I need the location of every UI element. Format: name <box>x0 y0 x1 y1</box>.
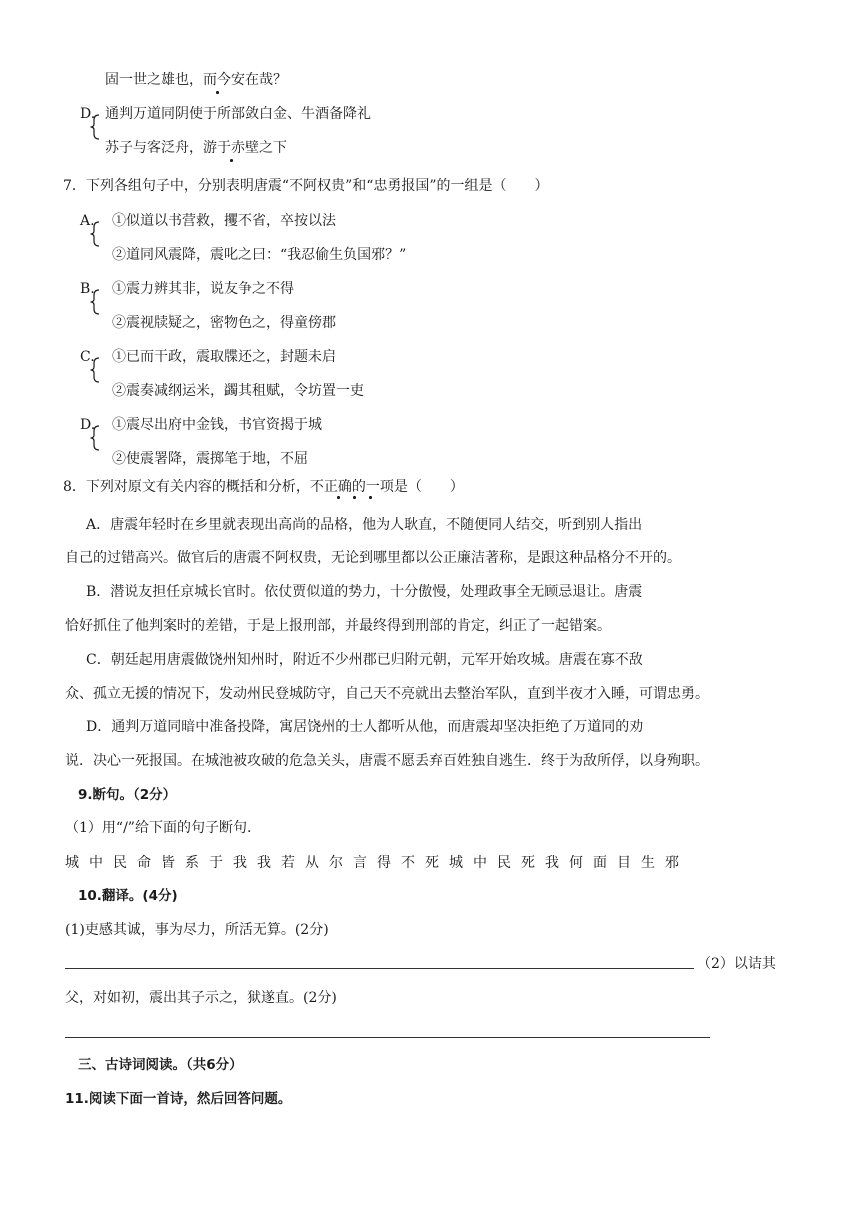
q9-sentence <box>65 853 689 873</box>
sentence-char: 命 <box>137 855 151 871</box>
q6-option-c-line2: 固一世之雄也，而今安在哉？ <box>105 72 287 88</box>
q11-stem: 11.阅读下面一首诗，然后回答问题。 <box>65 1091 292 1107</box>
q8-option-a-line2: 自己的过错高兴。做官后的唐震不阿权贵，无论到哪里都以公正廉洁著称，是跟这种品格分不开的。 <box>65 550 681 566</box>
q7-option-line1: ①似道以书营救，攫不省，卒按以法 <box>112 213 336 229</box>
sentence-char: 中 <box>89 855 103 871</box>
sentence-char: 面 <box>593 855 607 871</box>
q7-option-letter: D. <box>80 417 96 433</box>
q8-option-c-line2: 众、孤立无援的情况下，发动州民登城防守，自己天不亮就出去整治军队，直到半夜才入睡，可谓忠勇。 <box>65 686 709 702</box>
q10-sentence-2-head: （2）以诘其 <box>697 956 776 972</box>
q7-option-letter: C. <box>80 349 95 365</box>
emphasis-dot <box>230 159 233 162</box>
sentence-char: 若 <box>281 855 295 871</box>
q7-option-line2: ②道同风震降，震叱之曰：“我忍偷生负国邪？” <box>112 247 407 263</box>
q7-option-letter: A. <box>80 213 95 229</box>
q7-option-line2: ②震奏减纲运米，蠲其租赋，令坊置一吏 <box>112 383 364 399</box>
q8-option-b-line1: B．潜说友担任京城长官时。依仗贾似道的势力，十分傲慢，处理政事全无顾忌退让。唐震 <box>86 584 643 600</box>
sentence-char: 皆 <box>161 855 175 871</box>
q8-option-c-line1: C．朝廷起用唐震做饶州知州时，附近不少州郡已归附元朝，元军开始攻城。唐震在寡不敌 <box>86 652 643 668</box>
answer-line-2[interactable] <box>65 1037 710 1038</box>
emphasis-dot <box>337 496 340 499</box>
sentence-char: 死 <box>425 855 439 871</box>
brace-icon <box>90 357 100 383</box>
q7-option-line1: ①震力辨其非，说友争之不得 <box>112 281 294 297</box>
brace-icon <box>90 221 100 247</box>
sentence-char: 不 <box>401 855 415 871</box>
sentence-char: 尔 <box>329 855 343 871</box>
q6-option-d-line2: 苏子与客泛舟，游于赤壁之下 <box>105 140 287 156</box>
q7-option-line2: ②使震署降，震掷笔于地，不屈 <box>112 451 308 467</box>
q8-option-b-line2: 恰好抓住了他判案时的差错，于是上报刑部，并最终得到刑部的肯定，纠正了一起错案。 <box>65 618 611 634</box>
sentence-char: 目 <box>617 855 631 871</box>
sentence-char: 我 <box>257 855 271 871</box>
brace-icon <box>90 289 100 315</box>
q7-stem: 7．下列各组句子中，分别表明唐震“不阿权贵”和“忠勇报国”的一组是（ ） <box>63 178 549 194</box>
q10-sentence-2-tail: 父，对如初，震出其子示之，狱遂直。(2分) <box>65 990 337 1006</box>
section-3-title: 三、古诗词阅读。（共6分） <box>78 1057 243 1073</box>
sentence-char: 得 <box>377 855 391 871</box>
q10-sentence-1: (1)吏感其诚，事为尽力，所活无算。(2分) <box>65 922 329 938</box>
brace-icon <box>90 425 100 451</box>
sentence-char: 民 <box>113 855 127 871</box>
q8-stem: 8．下列对原文有关内容的概括和分析，不正确的一项是（ ） <box>63 479 464 495</box>
sentence-char: 民 <box>497 855 511 871</box>
sentence-char: 中 <box>473 855 487 871</box>
brace-icon <box>90 114 100 140</box>
emphasis-dot <box>353 496 356 499</box>
q10-title: 10.翻译。(4分) <box>78 888 178 904</box>
q6-option-d-letter: D. <box>80 106 96 122</box>
q9-title: 9.断句。（2分） <box>78 787 177 803</box>
answer-line-1[interactable] <box>65 968 694 969</box>
sentence-char: 何 <box>569 855 583 871</box>
q7-option-line1: ①震尽出府中金钱，书官资揭于城 <box>112 417 322 433</box>
q8-option-a-line1: A．唐震年轻时在乡里就表现出高尚的品格，他为人耿直，不随便同人结交，听到别人指出 <box>86 517 643 533</box>
q7-option-line1: ①已而干政，震取牒还之，封题未启 <box>112 349 336 365</box>
emphasis-dot <box>216 91 219 94</box>
emphasis-dot <box>369 496 372 499</box>
q7-option-line2: ②震视牍疑之，密物色之，得童傍郡 <box>112 315 336 331</box>
sentence-char: 于 <box>209 855 223 871</box>
sentence-char: 生 <box>641 855 655 871</box>
q8-option-d-line1: D．通判万道同暗中准备投降，寓居饶州的士人都听从他，而唐震却坚决拒绝了万道同的劝 <box>86 719 644 735</box>
q7-option-letter: B. <box>80 281 95 297</box>
sentence-char: 从 <box>305 855 319 871</box>
q6-option-d-line1: 通判万道同阴使于所部敛白金、牛酒备降礼 <box>105 106 371 122</box>
sentence-char: 我 <box>233 855 247 871</box>
sentence-char: 邪 <box>665 855 679 871</box>
sentence-char: 城 <box>65 855 79 871</box>
sentence-char: 言 <box>353 855 367 871</box>
q8-option-d-line2: 说．决心一死报国。在城池被攻破的危急关头，唐震不愿丢弃百姓独自逃生．终于为敌所俘，以身殉职。 <box>65 753 709 769</box>
sentence-char: 我 <box>545 855 559 871</box>
sentence-char: 系 <box>185 855 199 871</box>
sentence-char: 死 <box>521 855 535 871</box>
sentence-char: 城 <box>449 855 463 871</box>
q9-instruction: （1）用“/”给下面的句子断句. <box>65 820 252 836</box>
